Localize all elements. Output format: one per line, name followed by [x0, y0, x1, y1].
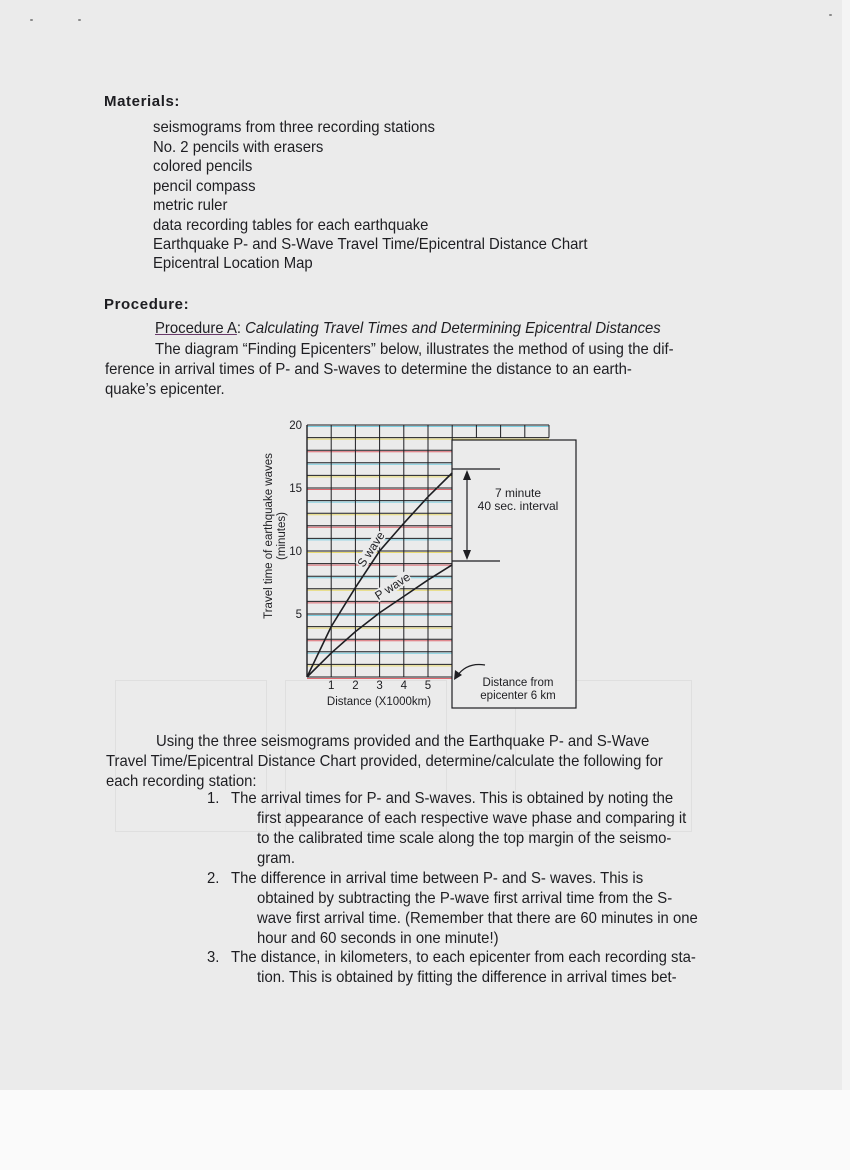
travel-time-chart	[250, 410, 590, 715]
step-text-line: The difference in arrival time between P- and S- waves. This is	[231, 870, 644, 887]
materials-item: Earthquake P- and S-Wave Travel Time/Epicentral Distance Chart	[153, 236, 588, 253]
x-tick-label: 1	[327, 680, 335, 692]
materials-item: pencil compass	[153, 178, 256, 195]
procedure-a-separator: :	[236, 320, 246, 337]
x-tick-label: 3	[376, 680, 383, 692]
step-text-line: obtained by subtracting the P-wave first arrival time from the S-	[257, 890, 673, 907]
y-tick-label: 15	[289, 483, 302, 495]
y-axis-units: (minutes)	[276, 512, 288, 560]
y-axis-label: Travel time of earthquake waves	[263, 453, 275, 619]
step-text-line: to the calibrated time scale along the top margin of the seismo-	[257, 830, 672, 847]
p-wave-label-group	[372, 570, 413, 604]
interval-label-line2: 40 sec. interval	[477, 499, 559, 513]
materials-item: colored pencils	[153, 158, 253, 175]
annotation-box	[452, 440, 576, 708]
p-wave-label: P wave	[372, 569, 413, 603]
distance-label-line2: epicenter 6 km	[480, 690, 556, 702]
step-text-line: The arrival times for P- and S-waves. This is obtained by noting the	[231, 790, 674, 807]
scan-speck	[30, 19, 33, 21]
materials-item: Epicentral Location Map	[153, 255, 313, 272]
using-text-line: Travel Time/Epicentral Distance Chart provided, determine/calculate the following for	[106, 753, 663, 770]
procedure-a-title-line	[155, 319, 661, 339]
step-text-line: tion. This is obtained by fitting the difference in arrival times bet-	[257, 969, 677, 986]
materials-item: metric ruler	[153, 197, 228, 214]
procedure-a-label: Procedure A	[155, 320, 237, 337]
step-text-line: gram.	[257, 850, 296, 867]
procedure-heading: Procedure:	[104, 296, 190, 313]
materials-item: data recording tables for each earthquake	[153, 217, 429, 234]
using-text-line: Using the three seismograms provided and the Earthquake P- and S-Wave	[156, 733, 650, 750]
using-text-line: each recording station:	[106, 773, 257, 790]
x-axis-label: Distance (X1000km)	[326, 696, 432, 708]
intro-text-line: ference in arrival times of P- and S-waves to determine the distance to an earth-	[105, 361, 632, 378]
procedure-a-title: Calculating Travel Times and Determining Epicentral Distances	[245, 320, 661, 337]
materials-item: No. 2 pencils with erasers	[153, 139, 324, 156]
step-number: 1.	[207, 790, 220, 807]
step-text-line: hour and 60 seconds in one minute!)	[257, 930, 499, 947]
y-tick-label: 5	[295, 609, 302, 621]
materials-heading: Materials:	[104, 93, 181, 110]
distance-label-line1: Distance from	[482, 677, 554, 689]
interval-label-line1: 7 minute	[494, 486, 542, 500]
step-text-line: The distance, in kilometers, to each epicenter from each recording sta-	[231, 949, 696, 966]
x-tick-label: 4	[400, 680, 408, 692]
x-tick-label: 2	[352, 680, 359, 692]
page-right-edge	[842, 0, 850, 1090]
x-tick-label: 5	[424, 680, 432, 692]
scan-speck	[829, 14, 832, 16]
intro-text-line: The diagram “Finding Epicenters” below, illustrates the method of using the dif-	[155, 341, 674, 358]
y-tick-label: 20	[289, 420, 302, 432]
step-number: 3.	[207, 949, 220, 966]
scan-speck	[78, 19, 81, 21]
step-text-line: first appearance of each respective wave phase and comparing it	[257, 810, 687, 827]
step-number: 2.	[207, 870, 220, 887]
y-tick-label: 10	[289, 546, 302, 558]
page-bottom-margin	[0, 1090, 850, 1170]
materials-item: seismograms from three recording stations	[153, 119, 436, 136]
intro-text-line: quake’s epicenter.	[105, 381, 225, 398]
s-wave-label: S wave	[354, 529, 388, 570]
step-text-line: wave first arrival time. (Remember that there are 60 minutes in one	[257, 910, 698, 927]
